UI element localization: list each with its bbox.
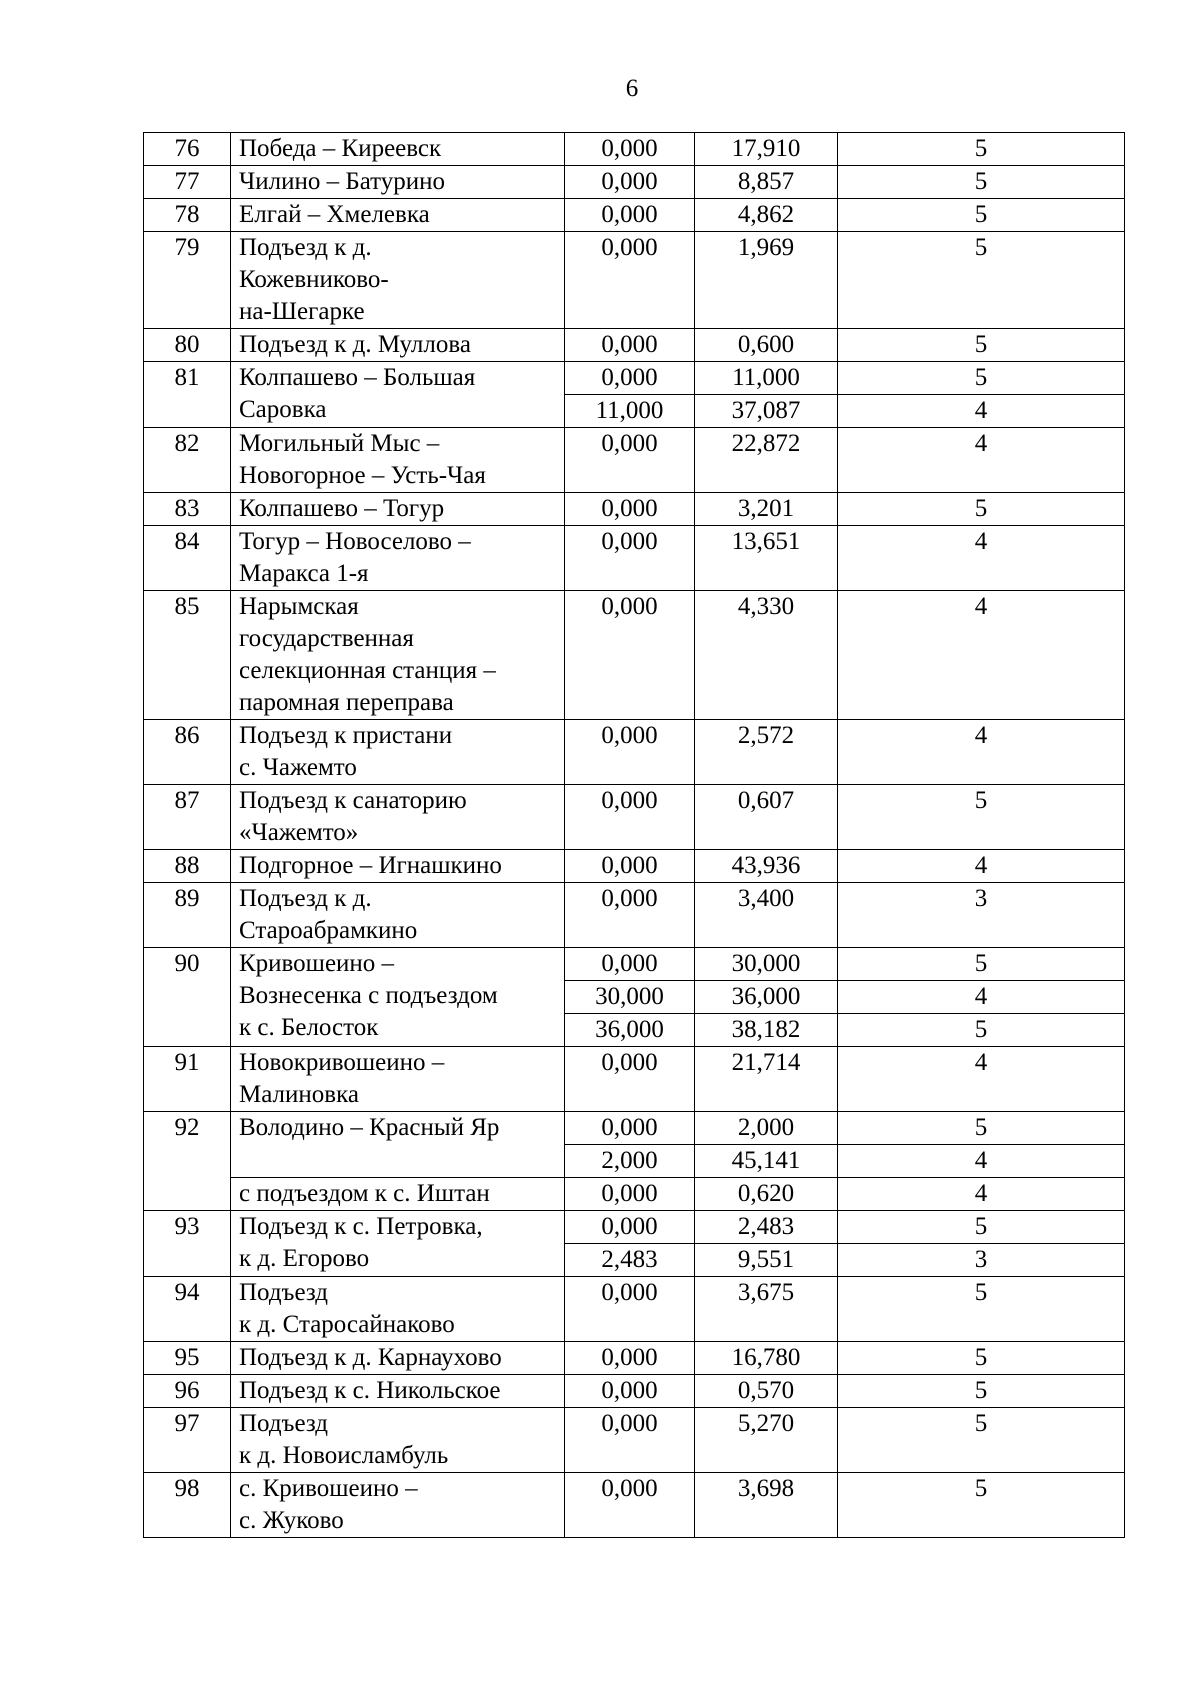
km-to: 11,000 [695, 362, 838, 395]
category: 5 [838, 362, 1125, 395]
table-row [144, 785, 1125, 850]
table-row [144, 428, 1125, 493]
table-row [144, 1375, 1125, 1408]
road-name-line: Подъезд к с. Никольское [239, 1377, 501, 1404]
road-name [231, 1473, 565, 1538]
km-to: 3,675 [695, 1277, 838, 1342]
row-number: 90 [144, 948, 231, 1047]
road-name-line: Подъезд к д. Карнаухово [239, 1344, 502, 1371]
road-name [231, 785, 565, 850]
road-name-line: Подъезд к пристани [239, 722, 453, 749]
km-from: 2,000 [565, 1145, 695, 1178]
km-to: 22,872 [695, 428, 838, 493]
road-name-line: на-Шегарке [239, 298, 365, 325]
row-number: 95 [144, 1342, 231, 1375]
km-from: 11,000 [565, 395, 695, 428]
road-name-line: Саровка [239, 396, 327, 423]
road-name-line: Подъезд к д. [239, 885, 372, 912]
road-name-line: Подъезд к санаторию [239, 787, 467, 814]
road-name-line: Чилино – Батурино [239, 168, 446, 195]
road-name-line: к д. Новоисламбуль [239, 1442, 449, 1469]
table-row [144, 1211, 1125, 1244]
category: 5 [838, 1112, 1125, 1145]
road-name-line: селекционная станция – [239, 657, 496, 684]
road-name [231, 850, 565, 883]
table-row [144, 591, 1125, 720]
road-name-line: Подъезд [239, 1410, 329, 1437]
road-name-line: Тогур – Новоселово – [239, 528, 471, 555]
road-name-sub: с подъездом к с. Иштан [231, 1178, 565, 1211]
km-from: 0,000 [565, 133, 695, 166]
road-name [231, 1211, 565, 1277]
category: 5 [838, 1473, 1125, 1538]
road-name-line: Могильный Мыс – [239, 430, 440, 457]
category: 5 [838, 329, 1125, 362]
km-to: 43,936 [695, 850, 838, 883]
row-number: 81 [144, 362, 231, 428]
road-name-line: «Чажемто» [239, 819, 359, 846]
category: 5 [838, 133, 1125, 166]
road-name-line: Подъезд [239, 1279, 329, 1306]
road-name-line: Маракса 1-я [239, 560, 369, 587]
km-from: 0,000 [565, 850, 695, 883]
row-number: 80 [144, 329, 231, 362]
road-name [231, 1408, 565, 1473]
km-to: 0,600 [695, 329, 838, 362]
road-name [231, 1342, 565, 1375]
km-from: 0,000 [565, 1211, 695, 1244]
roads-table-body [144, 133, 1125, 1538]
category: 5 [838, 785, 1125, 850]
table-row [144, 362, 1125, 395]
row-number: 89 [144, 883, 231, 948]
row-number: 84 [144, 526, 231, 591]
road-name [231, 1047, 565, 1112]
km-from: 0,000 [565, 1375, 695, 1408]
km-to: 13,651 [695, 526, 838, 591]
road-name-line: Кривошеино – [239, 950, 395, 977]
category: 5 [838, 1211, 1125, 1244]
row-number: 92 [144, 1112, 231, 1211]
km-to: 9,551 [695, 1244, 838, 1277]
road-name [231, 166, 565, 199]
row-number: 97 [144, 1408, 231, 1473]
row-number: 83 [144, 493, 231, 526]
km-to: 17,910 [695, 133, 838, 166]
km-from: 0,000 [565, 1342, 695, 1375]
km-to: 0,607 [695, 785, 838, 850]
km-from: 0,000 [565, 591, 695, 720]
row-number: 88 [144, 850, 231, 883]
road-name-line: с. Кривошеино – [239, 1475, 418, 1502]
category: 5 [838, 493, 1125, 526]
road-name [231, 720, 565, 785]
page-number: 6 [625, 75, 639, 102]
category: 4 [838, 850, 1125, 883]
table-row [144, 1112, 1125, 1145]
km-from: 0,000 [565, 785, 695, 850]
km-from: 0,000 [565, 1473, 695, 1538]
road-name [231, 1112, 565, 1178]
row-number: 91 [144, 1047, 231, 1112]
road-name-line: Малиновка [239, 1081, 359, 1108]
km-to: 30,000 [695, 948, 838, 981]
km-from: 2,483 [565, 1244, 695, 1277]
category: 5 [838, 166, 1125, 199]
table-row [144, 948, 1125, 981]
row-number: 93 [144, 1211, 231, 1277]
row-number: 82 [144, 428, 231, 493]
road-name [231, 428, 565, 493]
road-name-line: с. Жуково [239, 1507, 344, 1534]
km-to: 38,182 [695, 1014, 838, 1047]
table-row [144, 1277, 1125, 1342]
road-name-line: Подгорное – Игнашкино [239, 852, 502, 879]
category: 3 [838, 1244, 1125, 1277]
km-from: 36,000 [565, 1014, 695, 1047]
km-from: 0,000 [565, 1178, 695, 1211]
row-number: 76 [144, 133, 231, 166]
km-from: 30,000 [565, 981, 695, 1014]
table-row [144, 1408, 1125, 1473]
km-from: 0,000 [565, 1277, 695, 1342]
category: 4 [838, 720, 1125, 785]
row-number: 78 [144, 199, 231, 232]
km-from: 0,000 [565, 493, 695, 526]
road-name [231, 1375, 565, 1408]
km-from: 0,000 [565, 1408, 695, 1473]
km-to: 3,698 [695, 1473, 838, 1538]
road-name [231, 133, 565, 166]
road-name-line: Елгай – Хмелевка [239, 201, 430, 228]
row-number: 79 [144, 232, 231, 329]
km-from: 0,000 [565, 166, 695, 199]
category: 5 [838, 1408, 1125, 1473]
road-name [231, 232, 565, 329]
road-name [231, 362, 565, 428]
table-row [144, 1473, 1125, 1538]
km-from: 0,000 [565, 883, 695, 948]
km-from: 0,000 [565, 428, 695, 493]
road-name [231, 591, 565, 720]
road-name [231, 526, 565, 591]
row-number: 86 [144, 720, 231, 785]
category: 4 [838, 981, 1125, 1014]
road-name-line: к д. Егорово [239, 1245, 370, 1272]
road-name [231, 1277, 565, 1342]
km-to: 2,000 [695, 1112, 838, 1145]
road-name-line: к с. Белосток [239, 1014, 379, 1041]
category: 5 [838, 1342, 1125, 1375]
table-row [144, 166, 1125, 199]
km-from: 0,000 [565, 526, 695, 591]
road-name-line: с. Чажемто [239, 754, 357, 781]
category: 4 [838, 1145, 1125, 1178]
row-number: 94 [144, 1277, 231, 1342]
km-to: 8,857 [695, 166, 838, 199]
road-name [231, 199, 565, 232]
category: 5 [838, 232, 1125, 329]
road-name [231, 329, 565, 362]
km-to: 5,270 [695, 1408, 838, 1473]
table-row [144, 329, 1125, 362]
table-row [144, 133, 1125, 166]
table-row [144, 850, 1125, 883]
roads-table [143, 132, 1125, 1538]
km-to: 16,780 [695, 1342, 838, 1375]
road-name [231, 493, 565, 526]
road-name-line: Колпашево – Большая [239, 364, 476, 391]
category: 5 [838, 1375, 1125, 1408]
road-name [231, 883, 565, 948]
table-row [144, 232, 1125, 329]
km-to: 2,483 [695, 1211, 838, 1244]
row-number: 98 [144, 1473, 231, 1538]
table-row [144, 526, 1125, 591]
km-from: 0,000 [565, 232, 695, 329]
km-from: 0,000 [565, 1112, 695, 1145]
road-name-line: паромная переправа [239, 689, 454, 716]
table-row [144, 1178, 1125, 1211]
km-to: 1,969 [695, 232, 838, 329]
road-name-line: Колпашево – Тогур [239, 495, 445, 522]
km-to: 2,572 [695, 720, 838, 785]
road-name-line: Новокривошеино – [239, 1049, 445, 1076]
km-to: 4,862 [695, 199, 838, 232]
km-from: 0,000 [565, 720, 695, 785]
table-row [144, 493, 1125, 526]
category: 4 [838, 395, 1125, 428]
category: 4 [838, 591, 1125, 720]
category: 5 [838, 1014, 1125, 1047]
table-row [144, 1047, 1125, 1112]
category: 5 [838, 948, 1125, 981]
road-name-line: Староабрамкино [239, 917, 418, 944]
road-name-line: Кожевниково- [239, 266, 389, 293]
km-to: 45,141 [695, 1145, 838, 1178]
km-from: 0,000 [565, 362, 695, 395]
road-name-line: Подъезд к д. [239, 234, 372, 261]
road-name-line: Володино – Красный Яр [239, 1114, 500, 1141]
km-to: 0,570 [695, 1375, 838, 1408]
road-name-line: Новогорное – Усть-Чая [239, 462, 486, 489]
table-row [144, 199, 1125, 232]
km-to: 37,087 [695, 395, 838, 428]
table-row [144, 883, 1125, 948]
road-name-line: к д. Старосайнаково [239, 1311, 455, 1338]
road-name-line: Подъезд к д. Муллова [239, 331, 471, 358]
road-name-line: Вознесенка с подъездом [239, 982, 498, 1009]
km-from: 0,000 [565, 1047, 695, 1112]
km-to: 21,714 [695, 1047, 838, 1112]
category: 4 [838, 428, 1125, 493]
km-from: 0,000 [565, 948, 695, 981]
km-to: 4,330 [695, 591, 838, 720]
row-number: 96 [144, 1375, 231, 1408]
row-number: 85 [144, 591, 231, 720]
category: 5 [838, 199, 1125, 232]
km-to: 3,201 [695, 493, 838, 526]
km-to: 36,000 [695, 981, 838, 1014]
category: 4 [838, 1178, 1125, 1211]
road-name-line: Нарымская [239, 593, 359, 620]
category: 5 [838, 1277, 1125, 1342]
road-name-line: государственная [239, 625, 414, 652]
row-number: 87 [144, 785, 231, 850]
road-name-line: Победа – Киреевск [239, 135, 442, 162]
category: 4 [838, 1047, 1125, 1112]
category: 3 [838, 883, 1125, 948]
row-number: 77 [144, 166, 231, 199]
km-to: 3,400 [695, 883, 838, 948]
category: 4 [838, 526, 1125, 591]
table-row [144, 1342, 1125, 1375]
road-name-line: Подъезд к с. Петровка, [239, 1213, 483, 1240]
km-from: 0,000 [565, 329, 695, 362]
km-from: 0,000 [565, 199, 695, 232]
road-name [231, 948, 565, 1047]
km-to: 0,620 [695, 1178, 838, 1211]
table-row [144, 720, 1125, 785]
